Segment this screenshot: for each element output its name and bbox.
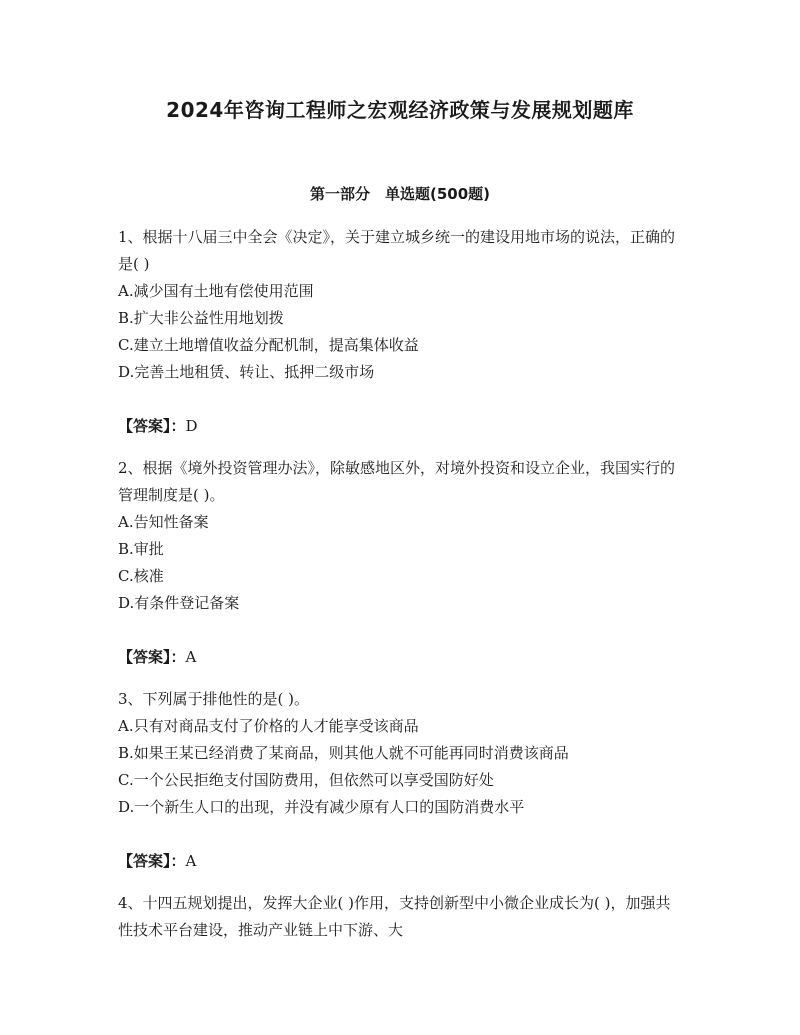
option-b: B.审批 <box>118 540 164 558</box>
answer-value: A <box>185 852 197 870</box>
question-2 <box>118 455 683 671</box>
question-text: 4、十四五规划提出，发挥大企业( )作用，支持创新型中小微企业成长为( )，加强共性技术平台建设，推动产业链上中下游、大 <box>118 894 671 939</box>
answer-line <box>118 413 683 440</box>
option-d: D.完善土地租赁、转让、抵押二级市场 <box>118 363 375 381</box>
answer-value: D <box>185 417 198 435</box>
question-3 <box>118 686 683 875</box>
option-a: A.只有对商品支付了价格的人才能享受该商品 <box>118 717 419 735</box>
document-title: 2024年咨询工程师之宏观经济政策与发展规划题库 <box>166 98 634 122</box>
option-a: A.减少国有土地有偿使用范围 <box>118 282 314 300</box>
option-c: C.核准 <box>118 567 164 585</box>
answer-value: A <box>185 648 197 666</box>
question-4 <box>118 890 683 944</box>
answer-label: 【答案】： <box>118 417 186 435</box>
answer-line <box>118 848 683 875</box>
option-c: C.建立土地增值收益分配机制，提高集体收益 <box>118 336 419 354</box>
section-title: 第一部分 单选题(500题) <box>309 185 491 203</box>
answer-line <box>118 644 683 671</box>
answer-label: 【答案】： <box>118 852 186 870</box>
question-text: 1、根据十八届三中全会《决定》，关于建立城乡统一的建设用地市场的说法，正确的是( ) <box>118 228 676 273</box>
answer-label: 【答案】： <box>118 648 186 666</box>
option-d: D.有条件登记备案 <box>118 594 240 612</box>
question-text: 2、根据《境外投资管理办法》，除敏感地区外，对境外投资和设立企业，我国实行的管理制度是( )。 <box>118 459 676 504</box>
option-c: C.一个公民拒绝支付国防费用，但依然可以享受国防好处 <box>118 771 494 789</box>
question-list <box>118 224 683 944</box>
option-a: A.告知性备案 <box>118 513 209 531</box>
option-b: B.扩大非公益性用地划拨 <box>118 309 284 327</box>
question-1 <box>118 224 683 440</box>
option-b: B.如果王某已经消费了某商品，则其他人就不可能再同时消费该商品 <box>118 744 569 762</box>
question-text: 3、下列属于排他性的是( )。 <box>118 690 310 708</box>
option-d: D.一个新生人口的出现，并没有减少原有人口的国防消费水平 <box>118 798 525 816</box>
